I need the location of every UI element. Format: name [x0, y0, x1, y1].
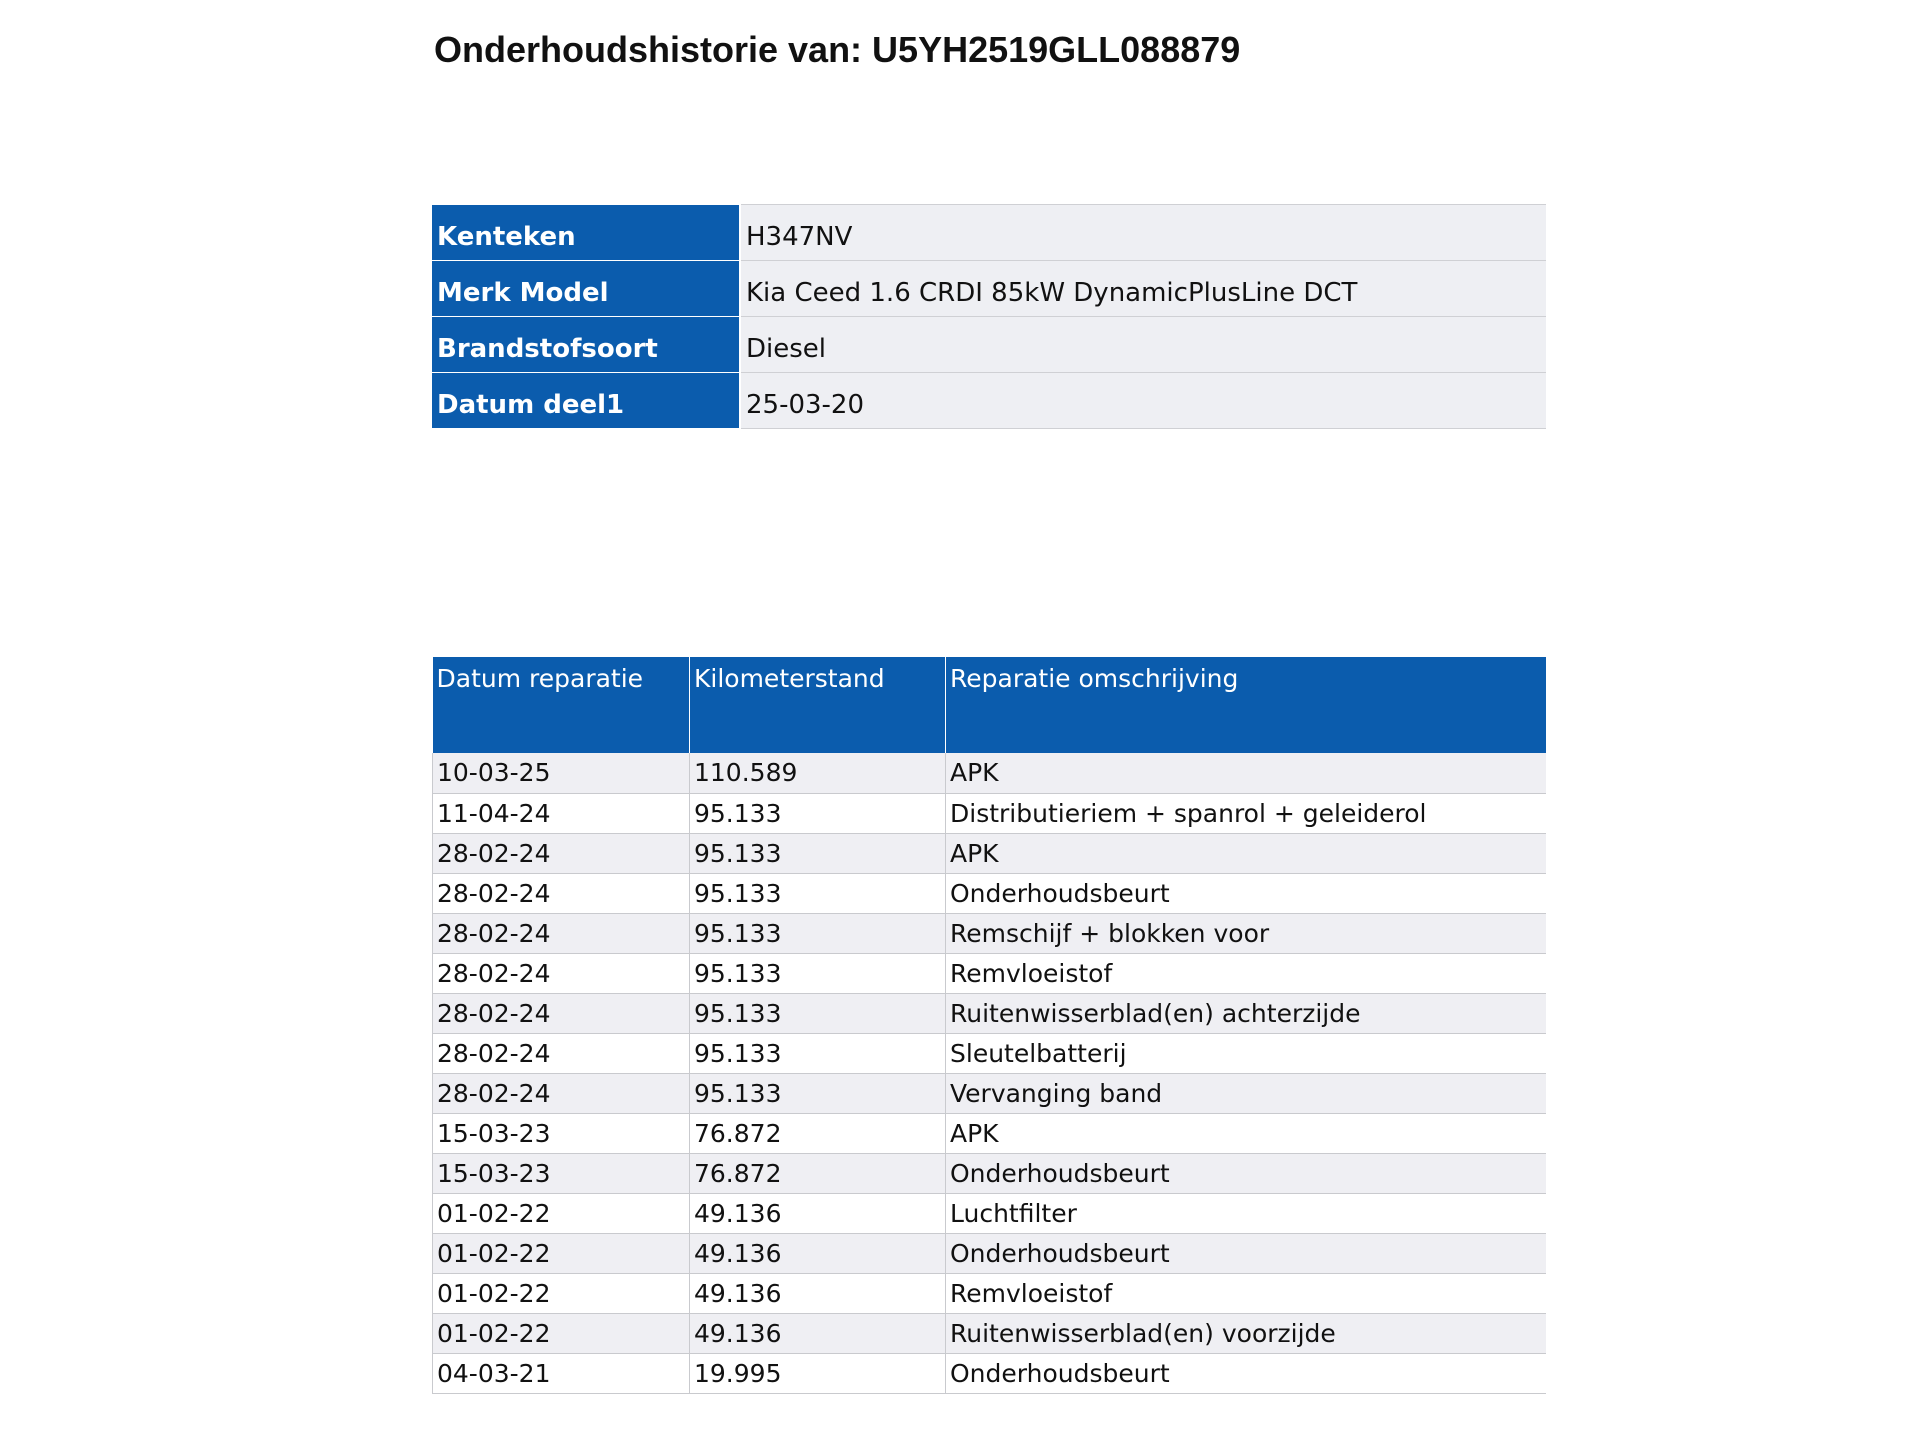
cell-kilometerstand: 49.136 — [690, 1273, 946, 1313]
cell-datum: 01-02-22 — [433, 1273, 690, 1313]
cell-kilometerstand: 76.872 — [690, 1113, 946, 1153]
cell-datum: 01-02-22 — [433, 1313, 690, 1353]
table-row — [433, 953, 1547, 993]
vehicle-row-brandstofsoort — [432, 317, 1546, 373]
cell-kilometerstand: 49.136 — [690, 1193, 946, 1233]
page-title: Onderhoudshistorie van: U5YH2519GLL088879 — [434, 29, 1241, 70]
header-datum-reparatie: Datum reparatie — [433, 657, 690, 753]
cell-kilometerstand: 95.133 — [690, 793, 946, 833]
table-row — [433, 1033, 1547, 1073]
cell-omschrijving: Remvloeistof — [946, 953, 1547, 993]
cell-datum: 01-02-22 — [433, 1233, 690, 1273]
cell-kilometerstand: 95.133 — [690, 953, 946, 993]
vehicle-row-merk-model — [432, 261, 1546, 317]
table-row — [433, 833, 1547, 873]
cell-datum: 15-03-23 — [433, 1113, 690, 1153]
cell-kilometerstand: 95.133 — [690, 1073, 946, 1113]
history-body — [433, 753, 1547, 1393]
cell-omschrijving: Distributieriem + spanrol + geleiderol — [946, 793, 1547, 833]
cell-datum: 11-04-24 — [433, 793, 690, 833]
cell-datum: 28-02-24 — [433, 1073, 690, 1113]
cell-omschrijving: APK — [946, 1113, 1547, 1153]
cell-omschrijving: Onderhoudsbeurt — [946, 1153, 1547, 1193]
vehicle-value: H347NV — [740, 205, 1546, 261]
cell-kilometerstand: 95.133 — [690, 873, 946, 913]
table-row — [433, 1353, 1547, 1393]
cell-omschrijving: Remvloeistof — [946, 1273, 1547, 1313]
vehicle-value: 25-03-20 — [740, 373, 1546, 429]
cell-omschrijving: APK — [946, 753, 1547, 793]
cell-omschrijving: Onderhoudsbeurt — [946, 873, 1547, 913]
table-row — [433, 1073, 1547, 1113]
cell-datum: 28-02-24 — [433, 833, 690, 873]
table-row — [433, 1273, 1547, 1313]
header-reparatie-omschrijving: Reparatie omschrijving — [946, 657, 1547, 753]
cell-datum: 28-02-24 — [433, 953, 690, 993]
cell-kilometerstand: 49.136 — [690, 1313, 946, 1353]
table-row — [433, 1313, 1547, 1353]
vehicle-row-datum-deel1 — [432, 373, 1546, 429]
vehicle-row-kenteken — [432, 205, 1546, 261]
cell-kilometerstand: 110.589 — [690, 753, 946, 793]
cell-omschrijving: Onderhoudsbeurt — [946, 1353, 1547, 1393]
vehicle-info-table — [432, 204, 1546, 429]
table-row — [433, 993, 1547, 1033]
cell-datum: 28-02-24 — [433, 873, 690, 913]
history-header-row — [433, 657, 1547, 753]
maintenance-history-table — [432, 657, 1546, 1394]
table-row — [433, 1193, 1547, 1233]
cell-kilometerstand: 95.133 — [690, 913, 946, 953]
table-row — [433, 753, 1547, 793]
cell-omschrijving: Vervanging band — [946, 1073, 1547, 1113]
cell-datum: 28-02-24 — [433, 913, 690, 953]
table-row — [433, 873, 1547, 913]
cell-datum: 04-03-21 — [433, 1353, 690, 1393]
cell-omschrijving: Ruitenwisserblad(en) achterzijde — [946, 993, 1547, 1033]
cell-omschrijving: Remschijf + blokken voor — [946, 913, 1547, 953]
cell-kilometerstand: 76.872 — [690, 1153, 946, 1193]
header-kilometerstand: Kilometerstand — [690, 657, 946, 753]
table-row — [433, 913, 1547, 953]
cell-kilometerstand: 95.133 — [690, 993, 946, 1033]
cell-omschrijving: Ruitenwisserblad(en) voorzijde — [946, 1313, 1547, 1353]
table-row — [433, 1233, 1547, 1273]
cell-kilometerstand: 95.133 — [690, 1033, 946, 1073]
cell-kilometerstand: 49.136 — [690, 1233, 946, 1273]
cell-omschrijving: APK — [946, 833, 1547, 873]
cell-omschrijving: Onderhoudsbeurt — [946, 1233, 1547, 1273]
vehicle-label: Brandstofsoort — [432, 317, 740, 373]
vehicle-label: Merk Model — [432, 261, 740, 317]
vehicle-label: Kenteken — [432, 205, 740, 261]
table-row — [433, 793, 1547, 833]
vehicle-value: Diesel — [740, 317, 1546, 373]
vehicle-value: Kia Ceed 1.6 CRDI 85kW DynamicPlusLine DCT — [740, 261, 1546, 317]
cell-omschrijving: Luchtfilter — [946, 1193, 1547, 1233]
cell-datum: 01-02-22 — [433, 1193, 690, 1233]
vehicle-label: Datum deel1 — [432, 373, 740, 429]
cell-datum: 28-02-24 — [433, 1033, 690, 1073]
cell-omschrijving: Sleutelbatterij — [946, 1033, 1547, 1073]
table-row — [433, 1153, 1547, 1193]
cell-kilometerstand: 95.133 — [690, 833, 946, 873]
table-row — [433, 1113, 1547, 1153]
cell-datum: 10-03-25 — [433, 753, 690, 793]
cell-datum: 15-03-23 — [433, 1153, 690, 1193]
cell-datum: 28-02-24 — [433, 993, 690, 1033]
cell-kilometerstand: 19.995 — [690, 1353, 946, 1393]
